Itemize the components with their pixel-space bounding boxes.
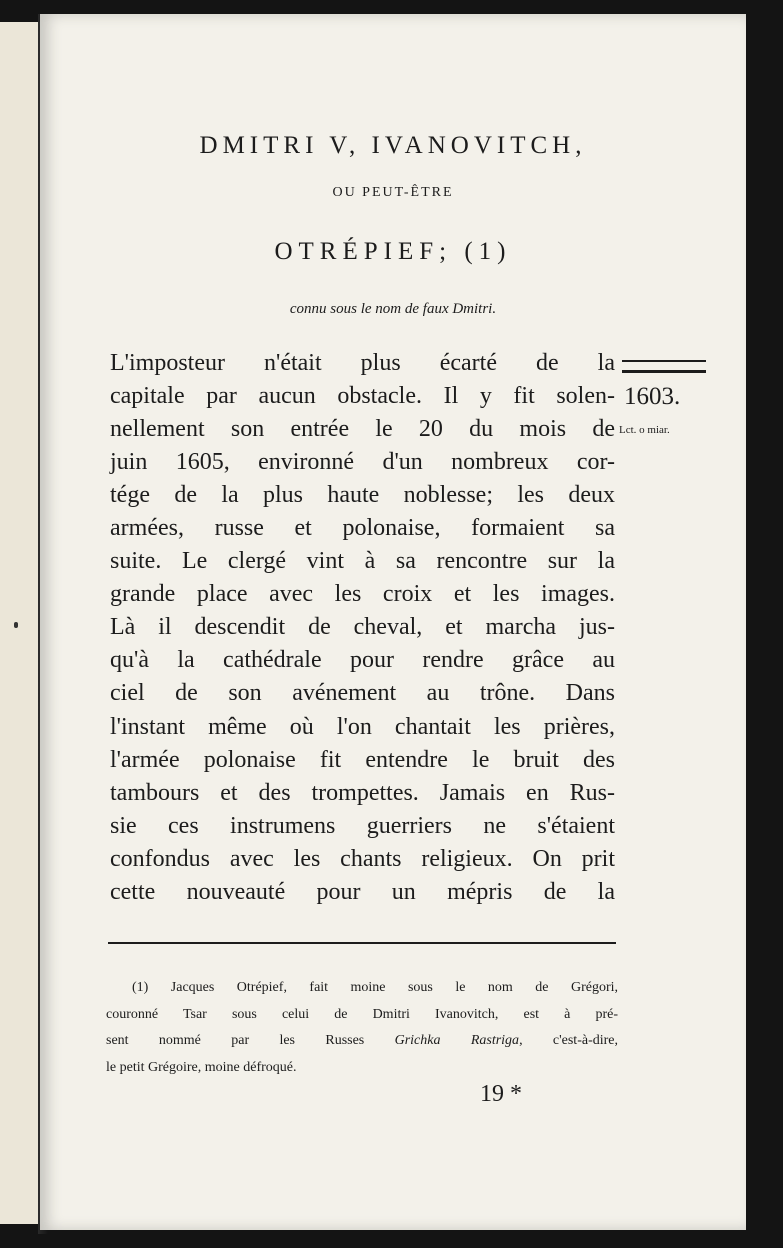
footnote-line <box>106 1028 618 1055</box>
body-line: confondus avec les chants religieux. On prit <box>110 845 615 872</box>
page-number: 19 * <box>480 1081 522 1107</box>
footnote-text: , c'est-à-dire, <box>519 1033 619 1048</box>
margin-note: Lct. o miar. <box>619 424 670 436</box>
footnote-italic-name: Grichka Rastriga <box>394 1033 520 1048</box>
footnote-line: couronné Tsar sous celui de Dmitri Ivanovitch, est à pré- <box>106 1006 618 1022</box>
body-line: sie ces instrumens guerriers ne s'étaient <box>110 812 615 839</box>
body-line: l'instant même où l'on chantait les prières, <box>110 713 615 740</box>
chapter-title: DMITRI V, IVANOVITCH, <box>199 132 587 159</box>
left-page-edge <box>0 22 40 1224</box>
body-line: nellement son entrée le 20 du mois de <box>110 416 615 443</box>
body-line: capitale par aucun obstacle. Il y fit solen- <box>110 383 615 410</box>
body-line: Là il descendit de cheval, et marcha jus- <box>110 614 615 641</box>
body-line: l'armée polonaise fit entendre le bruit des <box>110 746 615 773</box>
footnote <box>106 975 618 1081</box>
footnote-line: le petit Grégoire, moine défroqué. <box>106 1059 297 1075</box>
body-line: juin 1605, environné d'un nombreux cor- <box>110 449 615 476</box>
book-page <box>40 14 746 1230</box>
footnote-line: (1) Jacques Otrépief, fait moine sous le nom de Grégori, <box>132 980 618 995</box>
chapter-title-connector: OU PEUT-ÊTRE <box>332 185 454 200</box>
body-line: L'imposteur n'était plus écarté de la <box>110 350 615 376</box>
chapter-subtitle: connu sous le nom de faux Dmitri. <box>289 301 497 317</box>
body-line: tége de la plus haute noblesse; les deux <box>110 482 615 509</box>
body-line: ciel de son avénement au trône. Dans <box>110 680 615 707</box>
body-line: qu'à la cathédrale pour rendre grâce au <box>110 647 615 674</box>
chapter-title-alias: OTRÉPIEF; (1) <box>274 238 512 265</box>
margin-double-rule <box>622 360 706 373</box>
body-line: grande place avec les croix et les images. <box>110 581 615 608</box>
footnote-divider <box>108 942 616 944</box>
footnote-text: sent nommé par les Russes <box>106 1033 395 1048</box>
body-line: suite. Le clergé vint à sa rencontre sur la <box>110 548 615 575</box>
ink-mark <box>14 622 18 628</box>
margin-year: 1603. <box>624 383 681 410</box>
body-line: armées, russe et polonaise, formaient sa <box>110 515 615 542</box>
body-paragraph <box>110 347 615 909</box>
body-line: tambours et des trompettes. Jamais en Rus- <box>110 779 615 806</box>
body-line: cette nouveauté pour un mépris de la <box>110 878 615 905</box>
